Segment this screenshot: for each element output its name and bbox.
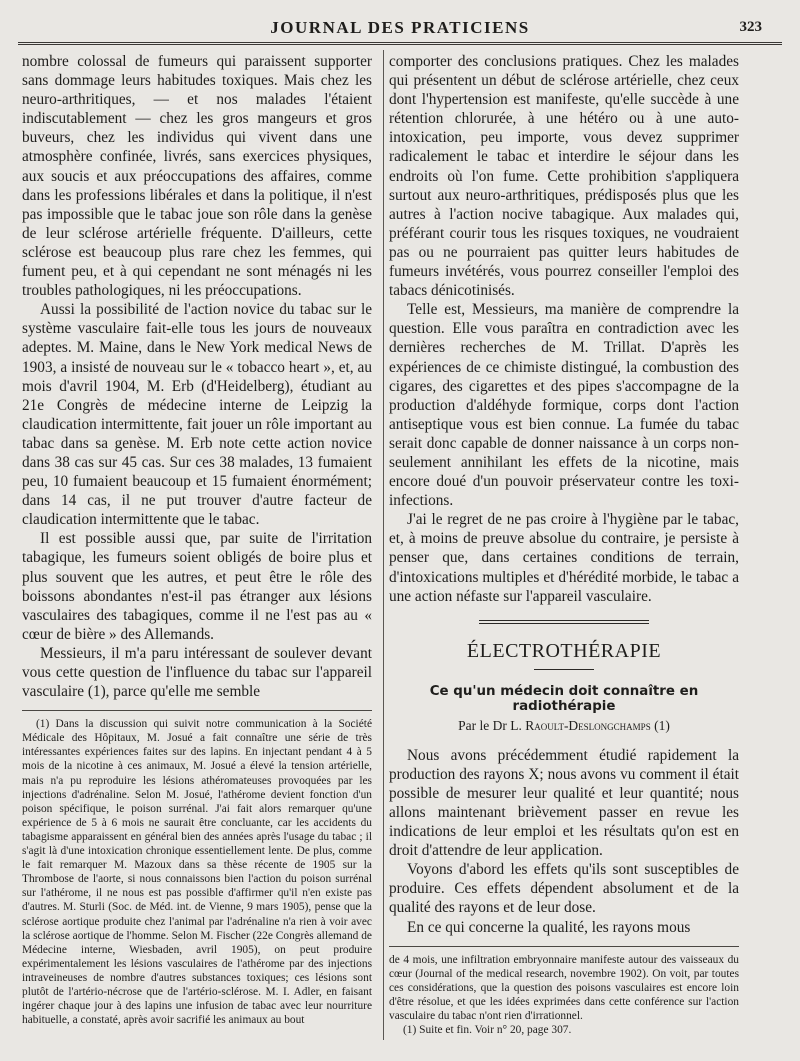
header-rule (18, 42, 782, 45)
page-number: 323 (739, 19, 762, 35)
section-title-rule (534, 669, 594, 670)
body-paragraph: J'ai le regret de ne pas croire à l'hygiène par le tabac, et, à moins de preuve absolue du contraire, je persiste à penser que, dans certaines conditions de terrain, d'intoxications multiples et d'hérédité morbide, le tabac a une action néfaste sur l'appareil vasculaire. (389, 511, 739, 605)
body-paragraph: nombre colossal de fumeurs qui paraissent supporter sans dommage leurs habitudes toxiques. Mais chez les neuro-arthritiques, — et nos malades l'étaient indiscutablement — chez les gros mangeurs et gros buveurs, chez les individus qui vivent dans une atmosphère confinée, livrés, sans exercices physiques, aux soucis et aux préoccupations des affaires, comme dans les professions libérales et dans la politique, il n'est pas impossible que le tabac joue son rôle dans la genèse de leur sclérose artérielle fréquente. D'ailleurs, cette sclérose est beaucoup plus rare chez les femmes, qui fument peu, et à qui cependant ne sont ménagés ni les troubles pathologiques, ni les préoccupations. (22, 53, 372, 300)
footnote: (1) Dans la discussion qui suivit notre communication à la Société Médicale des Hôpitaux, M. Josué a fait connaître une série de très intéressantes expériences faites sur des lapins. En injectant pendant 4 à 5 mois de la nicotine à ces animaux, M. Josué a élevé la tension artérielle, mais n'a pu reproduire les lésions athéromateuses provoquées par les injections d'adrénaline. Selon M. Josué, l'athérome devient fonction d'un poison spécifique, le poison surrénal. J'ai fait alors remarquer qu'une expérience de 5 à 6 mois ne saurait être concluante, car les accidents du tabagisme apparaissent en général bien des années après l'usage du tabac ; il s'agit là d'une intoxication chronique essentiellement lente. De plus, comme le fait remarquer M. Mazoux dans sa thèse récente de 1905 sur la Thrombose de l'aorte, si nous connaissons bien l'action du poison surrénal sur l'athérome, il ne nous est pas possible d'affirmer qu'il n'en existe pas d'autres. M. Sturli (Soc. de Méd. int. de Vienne, 9 mars 1905), pense que la sclérose aortique produite chez l'animal par l'adrénaline n'a rien à voir avec la sclérose aortique de l'homme. Selon M. Fischer (22e Congrès allemand de Médecine interne, Wiesbaden, avril 1905), on peut produire expérimentalement les lésions vasculaires de l'athérome par des injections intraveineuses de nombre d'autres substances toxiques; ces lésions sont plutôt de l'artério-nécrose que de l'artério-sclérose. M. I. Adler, en faisant ingérer chaque jour à des lapins une infusion de tabac avec leur nourriture habituelle, a constaté, après avoir sacrifié les animaux au bout (22, 718, 372, 1027)
column-divider (383, 50, 384, 1040)
byline-footnote-ref: (1) (654, 717, 670, 733)
body-paragraph: Il est possible aussi que, par suite de l'irritation tabagique, les fumeurs soient obligés de boire plus et plus souvent que les autres, et peut être le rôle des boissons abondantes n'est-il pas étranger aux lésions vasculaires des tabagiques, comme il ne l'est pas au « cœur de bière » des Allemands. (22, 530, 372, 643)
journal-title: JOURNAL DES PRATICIENS (270, 18, 530, 37)
left-column (22, 52, 372, 1027)
article-paragraph: Nous avons précédemment étudié rapidement la production des rayons X; nous avons vu comment il était possible de mesurer leur qualité et leur quantité; nous allons maintenant brièvement passer en revue les indications de leur emploi et les résultats qu'on est en droit d'attendre de leur application. (389, 746, 739, 860)
byline-author: Raoult-Deslongchamps (525, 717, 651, 733)
section-title: ÉLECTROTHÉRAPIE (466, 639, 662, 662)
footnote: (1) Suite et fin. Voir n° 20, page 307. (403, 1024, 572, 1037)
byline (389, 718, 739, 734)
running-head (0, 18, 800, 40)
footnote-continued: de 4 mois, une infiltration embryonnaire manifeste autour des vaisseaux du cœur (Journal of the medical research, novembre 1902). On voit, par toutes ces considérations, que la question des poisons vasculaires est encore loin d'être résolue, et que les idées exprimées dans cette conférence sur l'action vasculaire du tabac n'ont rien d'irrationnel. (389, 953, 739, 1023)
footnote-rule (22, 710, 372, 711)
section-separator (479, 620, 649, 624)
footnote-rule (389, 946, 739, 947)
body-paragraph: Aussi la possibilité de l'action novice du tabac sur le système vasculaire fait-elle tous les jours de nouveaux adeptes. M. Maine, dans le New York medical News de 1903, a insisté de nouveau sur le « tobacco heart », et, au mois d'avril 1904, M. Erb (d'Heidelberg), étudiant au 21e Congrès de médecine interne de Leipzig la claudication intermittente, fait jouer un rôle important au tabac dans sa genèse. M. Erb note cette action novice dans 38 cas sur 45 cas. Sur ces 38 malades, 13 fumaient peu, 10 fumaient beaucoup et 15 fumaient énormément; dans 14 cas, il ne put trouver d'autre facteur de claudication intermittente que le tabac. (22, 301, 372, 529)
body-paragraph: Telle est, Messieurs, ma manière de comprendre la question. Elle vous paraîtra en contradiction avec les dernières recherches de M. Trillat. D'après les expériences de ce chimiste distingué, la combustion des cigares, des cigarettes et des pipes s'accompagne de la production d'aldéhyde formique, corps dont l'action antiseptique vous est bien connue. La fumée du tabac serait donc capable de donner naissance à un corps non-seulement annihilant les effets de la nicotine, mais encore doué d'un pouvoir préservateur contre les toxi-infections. (389, 301, 739, 510)
article-paragraph: Voyons d'abord les effets qu'ils sont susceptibles de produire. Ces effets dépendent absolument et de la qualité des rayons et de leur dose. (389, 861, 739, 917)
right-column (389, 52, 739, 1037)
byline-prefix: Par le Dr L. (458, 717, 522, 733)
body-paragraph: comporter des conclusions pratiques. Chez les malades qui présentent un début de sclérose artérielle, chez ceux dont l'hypertension est manifeste, qu'elle succède à une rétention chlorurée, à une hétéro ou à une auto-intoxication, peu importe, vous devez supprimer radicalement le tabac et interdire le séjour dans les endroits où l'on fume. Cette prohibition s'appliquera surtout aux neuro-arthritiques, prédisposés plus que les autres à l'action nocive tabagique. Aux malades qui, préférant courir tous les risques toxiques, ne voudraient pas ou ne pourraient pas quitter leurs habitudes de fumeurs invétérés, vous pourrez conseiller l'emploi des tabacs dénicotinisés. (389, 53, 739, 300)
body-paragraph: Messieurs, il m'a paru intéressant de soulever devant vous cette question de l'influence du tabac sur l'appareil vasculaire (1), parce qu'elle me semble (22, 644, 372, 701)
article-paragraph: En ce qui concerne la qualité, les rayons mous (407, 918, 691, 936)
article-title: Ce qu'un médecin doit connaître en radiothérapie (429, 683, 699, 714)
